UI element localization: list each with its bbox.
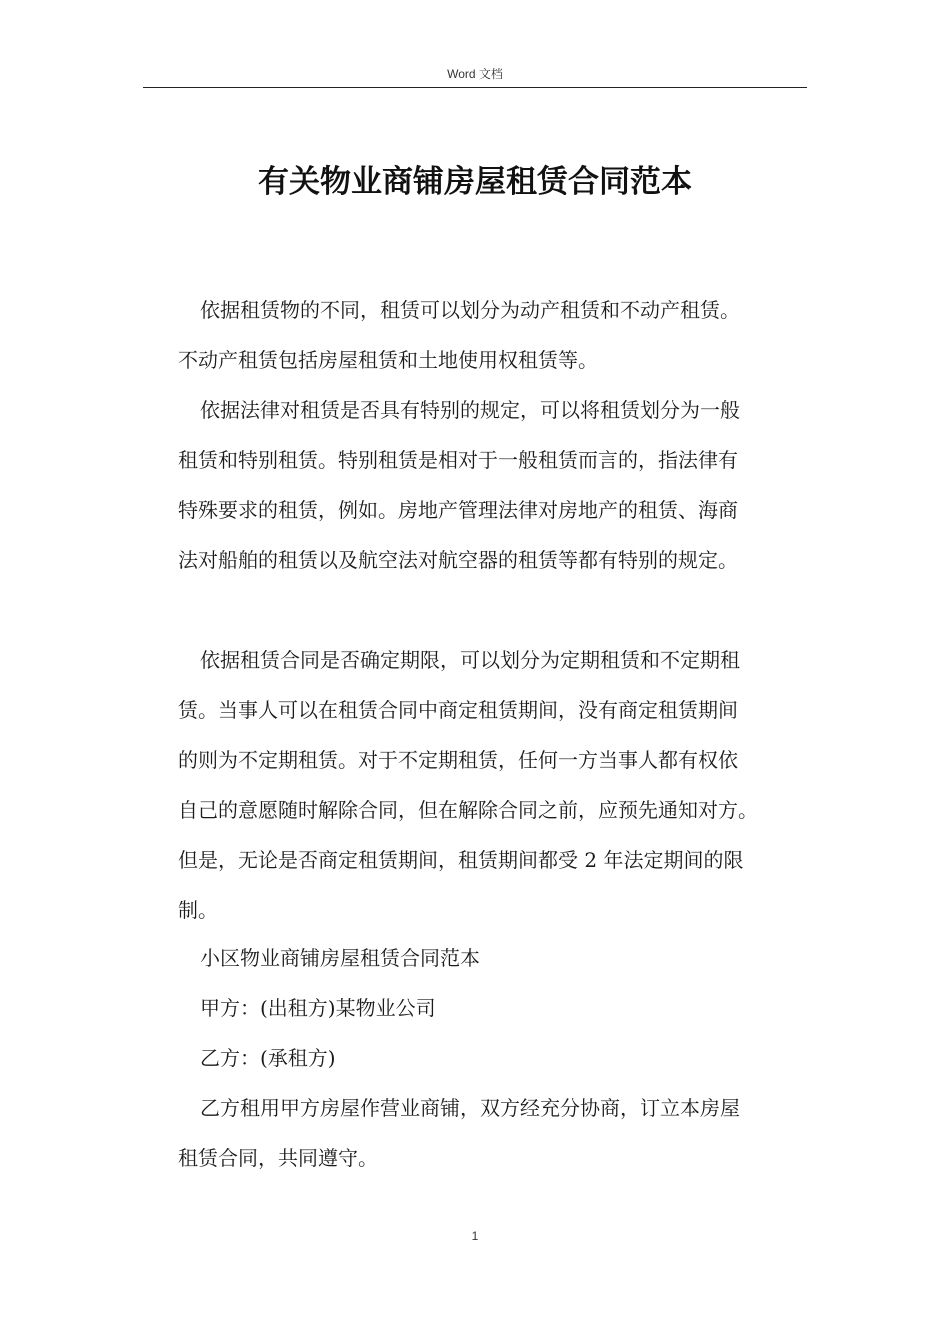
section-heading: 小区物业商铺房屋租赁合同范本 bbox=[200, 946, 480, 970]
body-line-1: 依据租赁物的不同，租赁可以划分为动产租赁和不动产租赁。 bbox=[200, 298, 740, 322]
page-header: Word 文档 bbox=[447, 67, 503, 81]
body-line-2: 不动产租赁包括房屋租赁和土地使用权租赁等。 bbox=[178, 348, 598, 372]
party-a-line: 甲方：(出租方)某物业公司 bbox=[200, 996, 436, 1020]
body-line-3: 依据法律对租赁是否具有特别的规定，可以将租赁划分为一般 bbox=[200, 398, 740, 422]
body-line-12: 制。 bbox=[178, 898, 218, 922]
body-line-17: 租赁合同，共同遵守。 bbox=[178, 1146, 378, 1170]
party-b-line: 乙方：(承租方) bbox=[200, 1046, 336, 1070]
document-title: 有关物业商铺房屋租赁合同范本 bbox=[258, 164, 692, 200]
body-line-11: 但是，无论是否商定租赁期间，租赁期间都受 2 年法定期间的限 bbox=[178, 848, 744, 872]
body-line-7: 依据租赁合同是否确定期限，可以划分为定期租赁和不定期租 bbox=[200, 648, 740, 672]
body-line-4: 租赁和特别租赁。特别租赁是相对于一般租赁而言的，指法律有 bbox=[178, 448, 738, 472]
body-line-10: 自己的意愿随时解除合同，但在解除合同之前，应预先通知对方。 bbox=[178, 798, 758, 822]
body-line-6: 法对船舶的租赁以及航空法对航空器的租赁等都有特别的规定。 bbox=[178, 548, 738, 572]
body-line-8: 赁。当事人可以在租赁合同中商定租赁期间，没有商定租赁期间 bbox=[178, 698, 738, 722]
page-number: 1 bbox=[471, 1229, 479, 1243]
body-line-9: 的则为不定期租赁。对于不定期租赁，任何一方当事人都有权依 bbox=[178, 748, 738, 772]
body-line-5: 特殊要求的租赁，例如。房地产管理法律对房地产的租赁、海商 bbox=[178, 498, 738, 522]
header-divider bbox=[143, 87, 807, 88]
body-line-16: 乙方租用甲方房屋作营业商铺，双方经充分协商，订立本房屋 bbox=[200, 1096, 740, 1120]
